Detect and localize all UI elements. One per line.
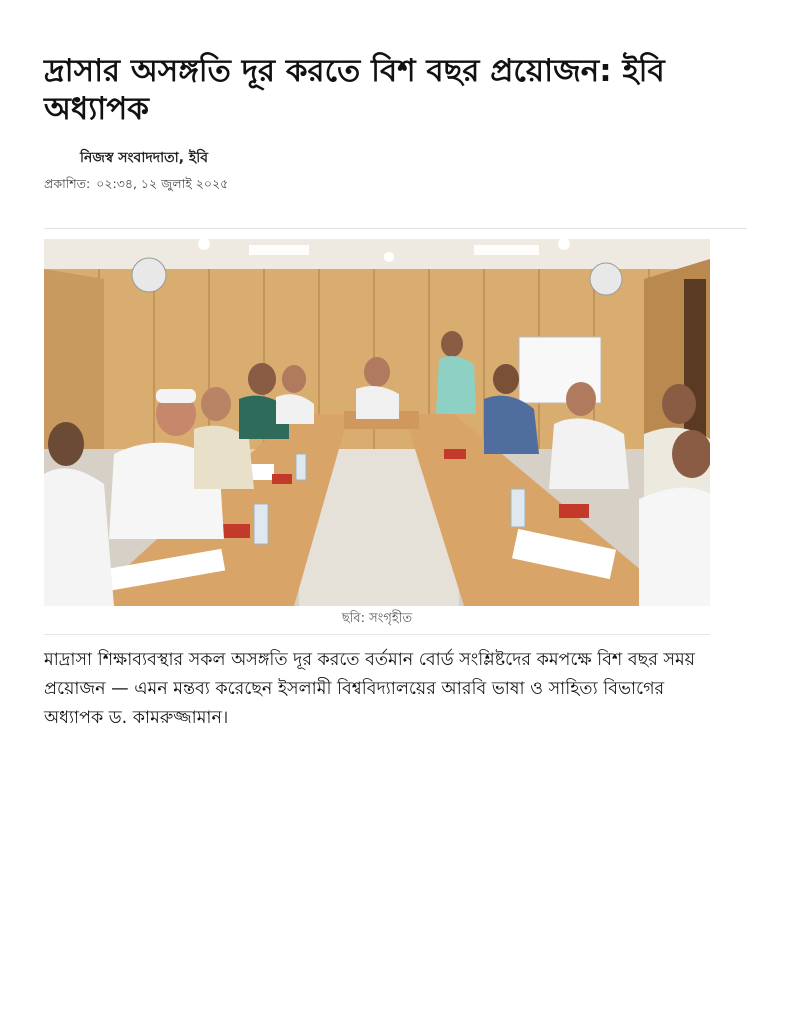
meeting-photo-illustration	[44, 239, 710, 606]
article-headline: দ্রাসার অসঙ্গতি দূর করতে বিশ বছর প্রয়োজন: ইবি অধ্যাপক	[44, 53, 665, 127]
header-divider	[44, 228, 747, 229]
article-body: মাদ্রাসা শিক্ষাব্যবস্থার সকল অসঙ্গতি দূর করতে বর্তমান বোর্ড সংশ্লিষ্টদের কমপক্ষে বিশ বছর সময় প্রয়োজন — এমন মন্তব্য করেছেন ইসলামী বিশ্ববিদ্যালয়ের আরবি ভাষা ও সাহিত্য বিভাগের অধ্যাপক ড. কামরুজ্জামান।	[44, 650, 695, 728]
byline[interactable]: নিজস্ব সংবাদদাতা, ইবি	[80, 150, 209, 166]
article-photo	[44, 239, 710, 606]
caption-divider	[44, 634, 710, 635]
published-value: ০২:৩৪, ১২ জুলাই ২০২৫	[96, 176, 229, 191]
photo-caption: ছবি: সংগৃহীত	[341, 611, 413, 626]
published-label: প্রকাশিত:	[44, 176, 91, 191]
published-time	[44, 176, 228, 196]
